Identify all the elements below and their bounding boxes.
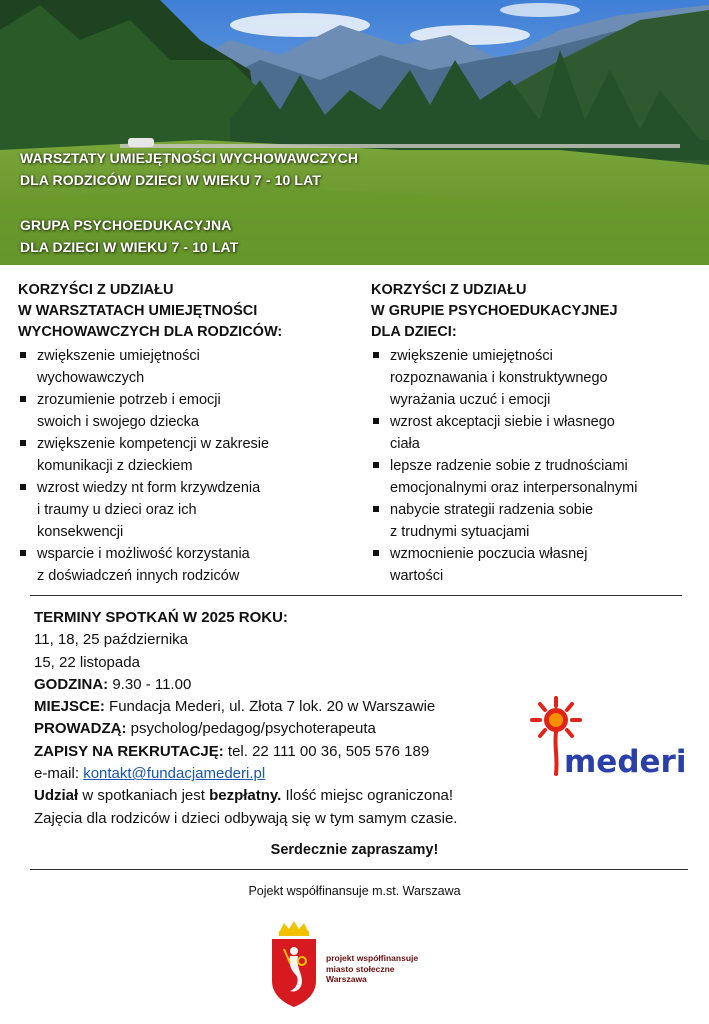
email-link[interactable]: kontakt@fundacjamederi.pl [83,765,266,783]
warsaw-logo-text [326,953,418,985]
list-item [371,411,701,455]
dates-november: 15, 22 listopada [34,653,140,671]
place-row [34,696,514,718]
list-item [18,477,348,543]
warsaw-line: Warszawa [326,974,367,984]
warsaw-line: projekt współfinansuje [326,953,419,963]
list-item [18,345,348,389]
bullet-icon [20,550,26,556]
hero-line: DLA DZIECI W WIEKU 7 - 10 LAT [20,239,239,255]
list-item-text: wzrost akceptacji siebie i własnego ciała [390,414,615,452]
benefits-parents-list [18,345,348,587]
hero-title-group [20,214,238,258]
meeting-info [34,607,514,830]
hero-title-workshops [20,147,358,191]
warsaw-crest-icon [266,919,322,1009]
list-item-text: zwiększenie kompetencji w zakresie komunikacji z dzieckiem [37,436,270,474]
benefits-children-list [371,345,701,587]
benefits-children-heading [371,280,701,343]
heading-line: KORZYŚCI Z UDZIAŁU [371,282,527,298]
list-item-text: wzmocnienie poczucia własnej wartości [390,546,588,584]
list-item-text: wzrost wiedzy nt form krzywdzenia i traumy u dzieci oraz ich konsekwencji [37,480,261,540]
bullet-icon [20,396,26,402]
bullet-icon [373,418,379,424]
mederi-wordmark: mederi [564,744,687,780]
heading-line: DLA DZIECI: [371,324,457,340]
hero-line: DLA RODZICÓW DZIECI W WIEKU 7 - 10 LAT [20,172,321,188]
benefits-parents-column [18,280,348,587]
lead-value: psycholog/pedagog/psychoterapeuta [126,720,376,738]
warsaw-line: miasto stołeczne [326,963,395,974]
bullet-icon [373,352,379,358]
list-item-text: zwiększenie umiejętności wychowawczych [37,348,200,386]
dates-october: 11, 18, 25 października [34,631,188,649]
signup-label: ZAPISY NA REKRUTACJĘ: [34,742,224,760]
hero-banner [0,0,709,265]
time-label: GODZINA: [34,675,109,693]
list-item [18,543,348,587]
free-row [34,785,514,807]
time-value: 9.30 - 11.00 [108,675,192,693]
bullet-icon [373,506,379,512]
hero-line: GRUPA PSYCHOEDUKACYJNA [20,217,232,233]
divider [30,595,682,596]
mederi-logo [526,694,687,780]
heading-line: WYCHOWAWCZYCH DLA RODZICÓW: [18,324,283,340]
place-label: MIEJSCE: [34,698,105,716]
bullet-icon [373,550,379,556]
list-item-text: zrozumienie potrzeb i emocji swoich i swojego dziecka [37,392,221,430]
free-a: Udział [34,787,79,805]
invitation: Serdecznie zapraszamy! [270,842,439,858]
list-item [18,389,348,433]
list-item-text: lepsze radzenie sobie z trudnościami emocjonalnymi oraz interpersonalnymi [390,458,638,496]
bullet-icon [20,352,26,358]
same-time-note: Zajęcia dla rodziców i dzieci odbywają się w tym samym czasie. [34,809,458,827]
lead-row [34,718,514,740]
cofunding-note: Pojekt współfinansuje m.st. Warszawa [248,884,461,898]
list-item-text: nabycie strategii radzenia sobie z trudnymi sytuacjami [390,502,594,540]
free-c: bezpłatny. [209,787,282,805]
list-item [371,455,701,499]
heading-line: W GRUPIE PSYCHOEDUKACYJNEJ [371,303,618,319]
divider [30,869,688,870]
heading-line: KORZYŚCI Z UDZIAŁU [18,282,174,298]
dates-heading: TERMINY SPOTKAŃ W 2025 ROKU: [34,609,288,626]
free-d: Ilość miejsc ograniczona! [281,787,454,805]
list-item-text: wsparcie i możliwość korzystania z doświadczeń innych rodziców [37,546,250,584]
list-item [371,543,701,587]
warsaw-cofunding-logo [266,919,456,1009]
free-b: w spotkaniach jest [78,787,210,805]
heading-line: W WARSZTATACH UMIEJĘTNOŚCI [18,303,258,319]
list-item [371,345,701,411]
list-item [18,433,348,477]
sun-icon [526,694,687,780]
list-item [371,499,701,543]
signup-value: tel. 22 111 00 36, 505 576 189 [223,742,430,760]
signup-row [34,741,514,763]
time-row [34,674,514,696]
email-label: e-mail: [34,765,84,783]
benefits-parents-heading [18,280,348,343]
list-item-text: zwiększenie umiejętności rozpoznawania i konstruktywnego wyrażania uczuć i emocji [390,348,608,408]
email-row [34,763,514,785]
benefits-children-column [371,280,701,587]
bullet-icon [20,440,26,446]
hero-line: WARSZTATY UMIEJĘTNOŚCI WYCHOWAWCZYCH [20,150,359,166]
lead-label: PROWADZĄ: [34,720,127,738]
place-value: Fundacja Mederi, ul. Złota 7 lok. 20 w Warszawie [104,698,436,716]
bullet-icon [373,462,379,468]
bullet-icon [20,484,26,490]
